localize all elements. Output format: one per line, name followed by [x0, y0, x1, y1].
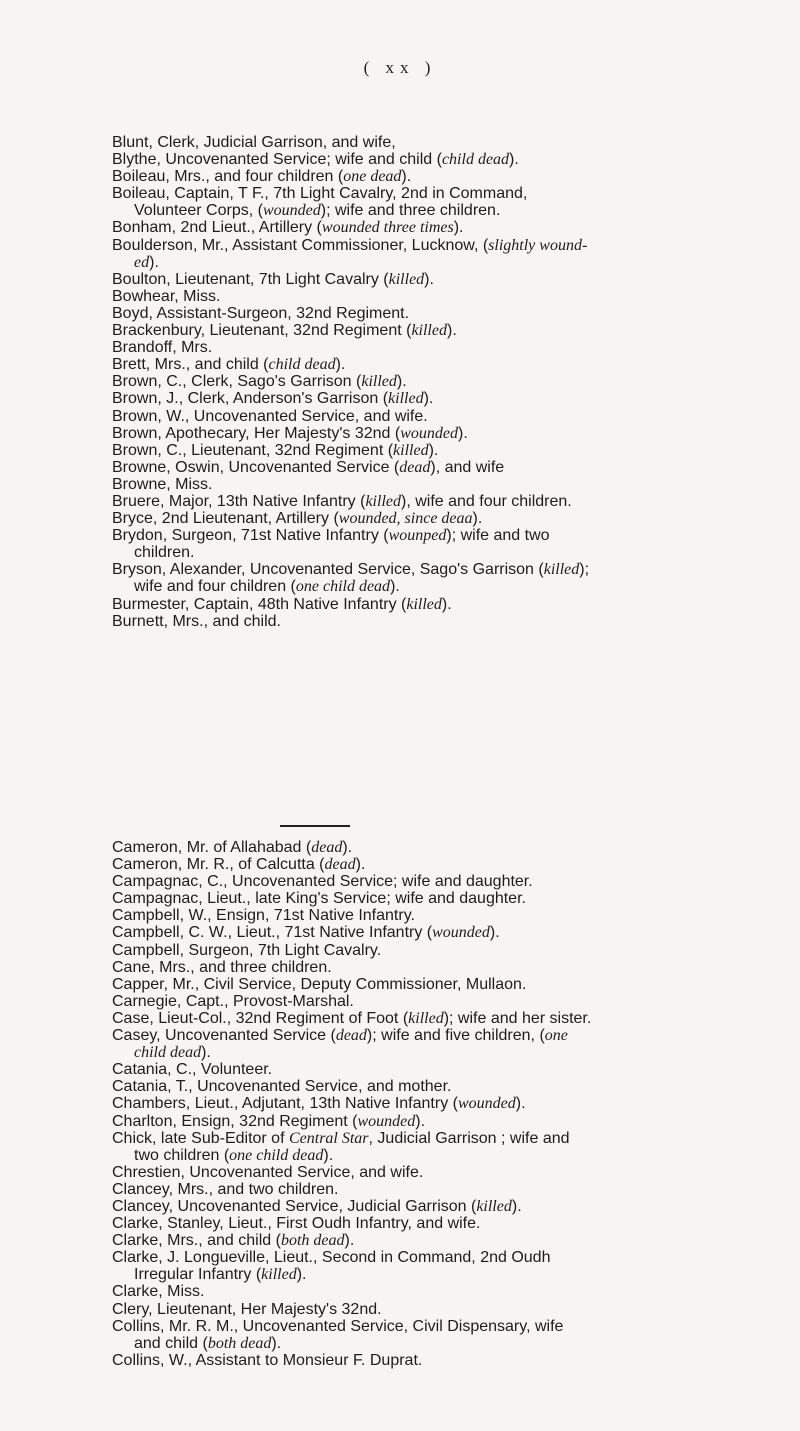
entry-note: dead — [335, 1027, 367, 1045]
entry-note: wounded — [457, 1095, 516, 1113]
entry-text: Boileau, Mrs., and four children ( — [112, 168, 344, 186]
entry-text: Brown, Apothecary, Her Majesty's 32nd ( — [112, 424, 401, 442]
entry-note: killed — [411, 322, 447, 340]
entry-text: children. — [134, 544, 195, 562]
entry-text: Brown, W., Uncovenanted Service, and wife. — [112, 407, 428, 425]
entry-text: Case, Lieut-Col., 32nd Regiment of Foot ( — [112, 1009, 409, 1027]
entry-text: Brackenbury, Lieutenant, 32nd Regiment ( — [112, 322, 412, 340]
entry-note: slightly wound- — [488, 236, 588, 254]
entry-line — [112, 1147, 752, 1164]
entry-line — [112, 1010, 752, 1027]
entry-line — [112, 1164, 752, 1181]
entry-note: killed — [406, 595, 442, 613]
entry-line — [112, 1266, 752, 1283]
entry-line — [112, 425, 752, 442]
entry-line — [112, 271, 752, 288]
entry-line — [112, 959, 752, 976]
entry-note: one child dead — [295, 578, 391, 596]
entry-line — [112, 1318, 752, 1335]
entry-line — [112, 1078, 752, 1095]
entry-line — [112, 1335, 752, 1352]
entry-text: , Judicial Garrison ; wife and — [368, 1129, 570, 1147]
entry-line — [112, 527, 752, 544]
entry-note: killed — [361, 373, 397, 391]
entry-text: ). — [335, 356, 346, 374]
entry-line — [112, 1061, 752, 1078]
entry-line — [112, 442, 752, 459]
entry-line — [112, 890, 752, 907]
entry-note: wounded — [400, 424, 458, 442]
entry-text: Chrestien, Uncovenanted Service, and wife. — [112, 1163, 424, 1181]
entry-text: Clarke, J. Longueville, Lieut., Second in Command, 2nd Oudh — [112, 1249, 551, 1267]
entry-text: ); wife and five children, ( — [366, 1027, 545, 1045]
entry-text: ). — [390, 578, 400, 596]
entry-note: wounded — [357, 1112, 416, 1130]
entry-note: child dead — [134, 1044, 202, 1062]
entry-text: Brett, Mrs., and child ( — [112, 356, 269, 374]
entry-text: Bruere, Major, 13th Native Infantry ( — [112, 492, 366, 510]
entry-line — [112, 390, 752, 407]
entry-text: Clancey, Uncovenanted Service, Judicial Garrison ( — [112, 1197, 477, 1215]
entry-text: Campagnac, Lieut., late King's Service; wife and daughter. — [112, 890, 526, 908]
entry-text: ). — [515, 1095, 526, 1113]
entry-line — [112, 1130, 752, 1147]
entry-text: Clery, Lieutenant, Her Majesty's 32nd. — [112, 1300, 382, 1318]
entry-line — [112, 856, 752, 873]
section-b-entries — [112, 134, 752, 630]
entry-text: ). — [149, 253, 159, 271]
entry-text: Boileau, Captain, T F., 7th Light Cavalry, 2nd in Command, — [112, 185, 528, 203]
entry-note: killed — [388, 390, 424, 408]
entry-text: Brydon, Surgeon, 71st Native Infantry ( — [112, 527, 389, 545]
section-divider — [280, 825, 350, 827]
entry-text: ). — [342, 839, 353, 856]
entry-note: dead — [324, 856, 356, 874]
entry-line — [112, 1249, 752, 1266]
entry-line — [112, 459, 752, 476]
entry-line — [112, 561, 752, 578]
entry-text: Capper, Mr., Civil Service, Deputy Commissioner, Mullaon. — [112, 975, 527, 993]
entry-text: ). — [271, 1334, 282, 1352]
entry-text: ). — [453, 219, 464, 237]
entry-line — [112, 408, 752, 425]
entry-note: both dead — [280, 1232, 345, 1250]
entry-line — [112, 185, 752, 202]
entry-line — [112, 168, 752, 185]
entry-text: ). — [441, 595, 452, 613]
entry-text: Catania, C., Volunteer. — [112, 1061, 273, 1079]
entry-text: ). — [428, 441, 439, 459]
entry-note: ed — [134, 253, 150, 271]
entry-line — [112, 476, 752, 493]
entry-line — [112, 510, 752, 527]
entry-text: Volunteer Corps, ( — [134, 202, 263, 220]
entry-note: child dead — [268, 356, 336, 374]
entry-note: wounded — [262, 202, 321, 220]
entry-line — [112, 976, 752, 993]
entry-text: two children ( — [134, 1146, 230, 1164]
entry-text: ); wife and her sister. — [443, 1009, 592, 1027]
entry-line — [112, 134, 752, 151]
entry-line — [112, 924, 752, 941]
entry-line — [112, 578, 752, 595]
entry-line — [112, 322, 752, 339]
page-number: ( xx ) — [363, 58, 437, 77]
entry-text: ). — [355, 856, 366, 874]
entry-note: wounded three times — [321, 219, 454, 237]
entry-line — [112, 1352, 752, 1369]
entry-line — [112, 356, 752, 373]
entry-note: Central Star — [288, 1129, 369, 1147]
entry-text: Browne, Oswin, Uncovenanted Service ( — [112, 458, 400, 476]
entry-text: ). — [423, 390, 434, 408]
entry-text: ). — [446, 322, 457, 340]
entry-text: Campbell, W., Ensign, 71st Native Infantry. — [112, 907, 415, 925]
entry-text: Clarke, Stanley, Lieut., First Oudh Infantry, and wife. — [112, 1215, 481, 1233]
entry-text: Campbell, C. W., Lieut., 71st Native Infantry ( — [112, 924, 433, 942]
entry-line — [112, 596, 752, 613]
entry-text: Blythe, Uncovenanted Service; wife and child ( — [112, 151, 442, 169]
entry-text: Cameron, Mr. R., of Calcutta ( — [112, 856, 325, 874]
entry-line — [112, 288, 752, 305]
entry-line — [112, 493, 752, 510]
entry-text: Carnegie, Capt., Provost-Marshal. — [112, 992, 354, 1010]
entry-text: ). — [415, 1112, 426, 1130]
entry-line — [112, 1301, 752, 1318]
entry-text: Irregular Infantry ( — [134, 1266, 262, 1284]
entry-text: Burnett, Mrs., and child. — [112, 612, 281, 630]
entry-text: Brandoff, Mrs. — [112, 339, 213, 357]
entry-text: ). — [489, 924, 500, 942]
entry-note: killed — [365, 492, 401, 510]
entry-text: Burmester, Captain, 48th Native Infantry ( — [112, 595, 407, 613]
entry-note: one dead — [343, 168, 402, 186]
entry-text: ). — [424, 270, 434, 288]
entry-note: child dead — [441, 151, 510, 169]
entry-note: killed — [261, 1266, 297, 1284]
entry-line — [112, 1198, 752, 1215]
entry-text: Campagnac, C., Uncovenanted Service; wife and daughter. — [112, 873, 533, 891]
entry-text: ); wife and three children. — [320, 202, 501, 220]
entry-note: wounded — [432, 924, 490, 942]
entry-text: ); — [579, 561, 590, 579]
entry-note: killed — [476, 1197, 512, 1215]
entry-line — [112, 1283, 752, 1300]
entry-text: ). — [344, 1232, 355, 1250]
entry-line — [112, 237, 752, 254]
entry-text: ). — [509, 151, 519, 169]
entry-note: one — [544, 1027, 568, 1045]
entry-line — [112, 1044, 752, 1061]
entry-text: Boulderson, Mr., Assistant Commissioner, Lucknow, ( — [112, 236, 489, 254]
entry-text: ). — [201, 1044, 211, 1062]
entry-text: ). — [296, 1266, 307, 1284]
entry-line — [112, 373, 752, 390]
entry-text: wife and four children ( — [134, 578, 296, 596]
entry-text: Brown, C., Clerk, Sago's Garrison ( — [112, 373, 362, 391]
entry-line — [112, 1027, 752, 1044]
entry-text: Boyd, Assistant-Surgeon, 32nd Regiment. — [112, 304, 410, 322]
entry-text: ); wife and two — [446, 527, 550, 545]
entry-line — [112, 544, 752, 561]
entry-text: Bryce, 2nd Lieutenant, Artillery ( — [112, 510, 339, 528]
entry-note: killed — [388, 270, 425, 288]
entry-text: Casey, Uncovenanted Service ( — [112, 1027, 336, 1045]
entry-text: Brown, C., Lieutenant, 32nd Regiment ( — [112, 441, 394, 459]
entry-text: ). — [458, 424, 468, 442]
entry-line — [112, 907, 752, 924]
entry-text: Boulton, Lieutenant, 7th Light Cavalry ( — [112, 270, 389, 288]
entry-text: Clancey, Mrs., and two children. — [112, 1180, 339, 1198]
entry-line — [112, 1232, 752, 1249]
entry-line — [112, 305, 752, 322]
entry-text: ). — [396, 373, 407, 391]
entry-line — [112, 202, 752, 219]
entry-text: ), and wife — [430, 458, 505, 476]
entry-text: Bryson, Alexander, Uncovenanted Service, Sago's Garrison ( — [112, 561, 544, 579]
entry-note: dead — [399, 458, 431, 476]
entry-text: Blunt, Clerk, Judicial Garrison, and wife, — [112, 134, 396, 151]
entry-text: ). — [472, 510, 483, 528]
entry-line — [112, 873, 752, 890]
entry-text: Campbell, Surgeon, 7th Light Cavalry. — [112, 941, 382, 959]
entry-note: dead — [311, 839, 343, 856]
entry-text: ). — [511, 1197, 522, 1215]
entry-line — [112, 1095, 752, 1112]
entry-note: wounded, since deaa — [338, 510, 473, 528]
entry-line — [112, 151, 752, 168]
entry-line — [112, 839, 752, 856]
entry-text: ). — [401, 168, 412, 186]
section-c-entries — [112, 839, 752, 1369]
entry-text: Clarke, Mrs., and child ( — [112, 1232, 281, 1250]
entry-text: Bonham, 2nd Lieut., Artillery ( — [112, 219, 322, 237]
entry-text: Collins, W., Assistant to Monsieur F. Duprat. — [112, 1351, 423, 1369]
entry-text: Cameron, Mr. of Allahabad ( — [112, 839, 312, 856]
entry-text: Catania, T., Uncovenanted Service, and mother. — [112, 1078, 452, 1096]
entry-line — [112, 613, 752, 630]
entry-note: killed — [393, 441, 429, 459]
entry-text: Bowhear, Miss. — [112, 287, 221, 305]
entry-text: ), wife and four children. — [401, 492, 572, 510]
entry-text: Brown, J., Clerk, Anderson's Garrison ( — [112, 390, 389, 408]
entry-line — [112, 339, 752, 356]
entry-text: Clarke, Miss. — [112, 1283, 205, 1301]
entry-text: Collins, Mr. R. M., Uncovenanted Service, Civil Dispensary, wife — [112, 1317, 564, 1335]
entry-line — [112, 219, 752, 236]
entry-text: Cane, Mrs., and three children. — [112, 958, 332, 976]
entry-line — [112, 254, 752, 271]
entry-line — [112, 993, 752, 1010]
entry-line — [112, 1113, 752, 1130]
entry-text: Chick, late Sub-Editor of — [112, 1129, 289, 1147]
entry-text: Browne, Miss. — [112, 475, 213, 493]
entry-line — [112, 942, 752, 959]
entry-note: wounped — [388, 527, 447, 545]
entry-line — [112, 1215, 752, 1232]
entry-note: killed — [408, 1009, 444, 1027]
entry-note: one child dead — [229, 1146, 324, 1164]
entry-text: ). — [323, 1146, 334, 1164]
entry-text: Chambers, Lieut., Adjutant, 13th Native Infantry ( — [112, 1095, 458, 1113]
entry-note: both dead — [207, 1334, 272, 1352]
entry-line — [112, 1181, 752, 1198]
entry-text: Charlton, Ensign, 32nd Regiment ( — [112, 1112, 358, 1130]
entry-text: and child ( — [134, 1334, 208, 1352]
entry-note: killed — [543, 561, 580, 579]
